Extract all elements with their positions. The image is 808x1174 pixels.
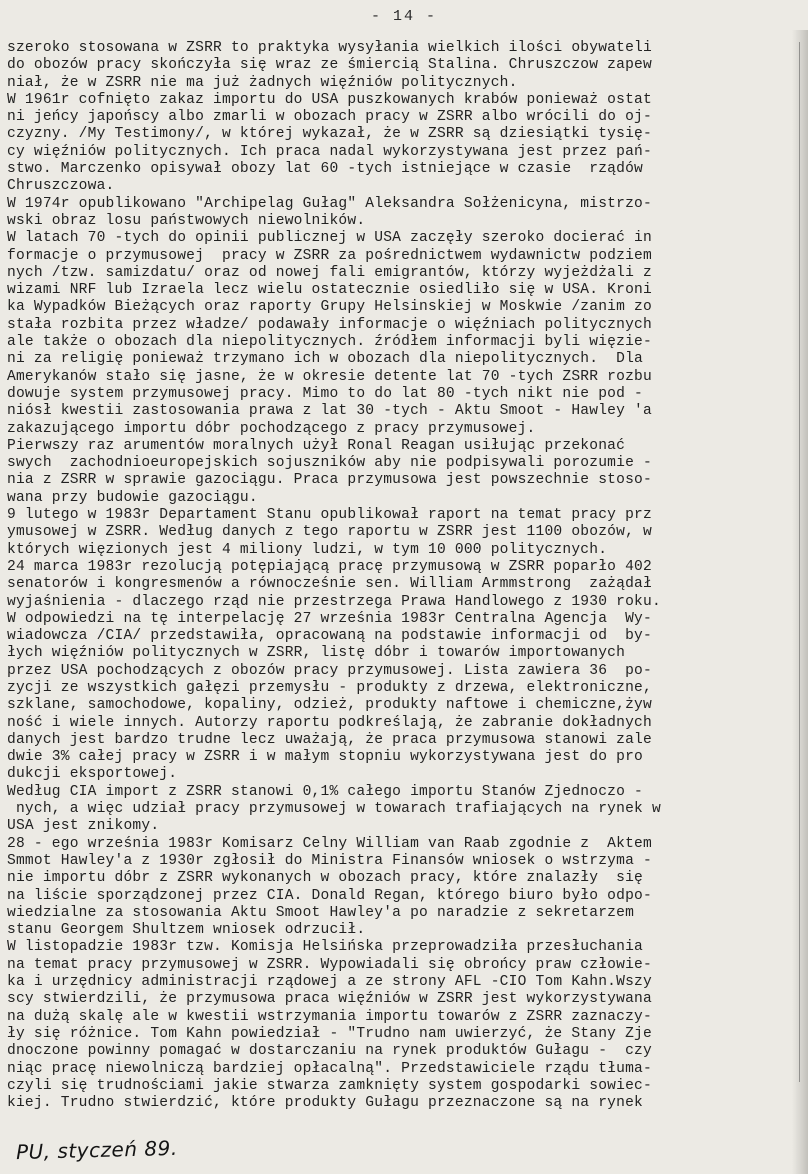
text-line: niósł kwestii zastosowania prawa z lat 30 -tych - Aktu Smoot - Hawley 'a [7,403,652,420]
text-line: zycji ze wszystkich gałęzi przemysłu - produkty z drzewa, elektroniczne, [7,679,652,696]
text-line: dukcji eksportowej. [7,766,178,783]
text-line: wana przy budowie gazociągu. [7,489,258,506]
text-line: wiedzialne za stosowania Aktu Smoot Hawley'a po naradzie z sekretarzem [7,904,635,921]
text-line: Według CIA import z ZSRR stanowi 0,1% całego importu Stanów Zjednoczo - [7,783,643,800]
body-text [7,40,795,1112]
text-line: zakazującego importu dóbr pochodzącego z pracy przymusowej. [7,420,536,437]
text-line: stała rozbita przez władze/ podawały informacje o więźniach politycznych [7,316,652,333]
text-line: 28 - ego września 1983r Komisarz Celny William van Raab zgodnie z Aktem [7,835,652,852]
text-line: wiadowcza /CIA/ przedstawiła, opracowaną na podstawie informacji od by- [7,628,652,645]
text-line: ły się różnice. Tom Kahn powiedział - "Trudno nam uwierzyć, że Stany Zje [7,1025,652,1042]
text-line: szeroko stosowana w ZSRR to praktyka wysyłania wielkich ilości obywateli [7,40,652,56]
text-line: niał, że w ZSRR nie ma już żadnych więźniów politycznych. [7,74,518,91]
text-line: 9 lutego w 1983r Departament Stanu opublikował raport na temat pracy prz [7,507,652,524]
text-line: na temat pracy przymusowej w ZSRR. Wypowiadali się obrońcy praw człowie- [7,956,652,973]
text-line: Smmot Hawley'a z 1930r zgłosił do Ministra Finansów wniosek o wstrzyma - [7,852,652,869]
text-line: ka Wypadków Bieżących oraz raporty Grupy Helsinskiej w Moskwie /zanim zo [7,299,652,316]
text-line: nie importu dóbr z ZSRR wykonanych w obozach pracy, które znalazły się [7,870,643,887]
text-line: wizami NRF lub Izraela lecz wielu ostatecznie osiedliło się w USA. Kroni [7,282,652,299]
text-line: szklane, samochodowe, kopaliny, odzież, produkty naftowe i chemiczne,żyw [7,697,652,714]
page-edge-line [799,42,800,1082]
text-line: wyjaśnienia - dlaczego rząd nie przestrzega Prawa Handlowego z 1930 roku. [7,593,661,610]
text-line: wski obraz losu państwowych niewolników. [7,212,366,229]
text-line: ni jeńcy japońscy albo zmarli w obozach pracy w ZSRR albo wrócili do oj- [7,109,652,126]
text-line: przez USA pochodzących z obozów pracy przymusowej. Lista zawiera 36 po- [7,662,652,679]
text-line: cy więźniów politycznych. Ich praca nadal wykorzystywana jest przez pań- [7,143,652,160]
text-line: ni za religię ponieważ trzymano ich w obozach dla niepolitycznych. Dla [7,351,643,368]
text-line: scy stwierdzili, że przymusowa praca więźniów w ZSRR jest wykorzystywana [7,991,652,1008]
text-line: dwie 3% całej pracy w ZSRR i w małym stopniu wykorzystywana jest do pro [7,749,643,766]
text-line: USA jest znikomy. [7,818,160,835]
text-line: do obozów pracy skończyła się wraz ze śmiercią Stalina. Chruszczow zapew [7,57,652,74]
text-line: czyzny. /My Testimony/, w której wykazał, że w ZSRR są dziesiątki tysię- [7,126,652,143]
text-line: Chruszczowa. [7,178,115,195]
text-line: Pierwszy raz arumentów moralnych użył Ronal Reagan usiłując przekonać [7,437,626,454]
text-line: 24 marca 1983r rezolucją potępiającą pracę przymusową w ZSRR poparło 402 [7,558,652,575]
text-line: ymusowej w ZSRR. Według danych z tego raportu w ZSRR jest 1100 obozów, w [7,524,652,541]
text-line: dowuje system przymusowej pracy. Mimo to do lat 80 -tych nikt nie pod - [7,385,643,402]
text-line: których więzionych jest 4 miliony ludzi, w tym 10 000 politycznych. [7,541,608,558]
text-line: W odpowiedzi na tę interpelację 27 września 1983r Centralna Agencja Wy- [7,610,652,627]
text-line: senatorów i kongresmenów a równocześnie sen. William Armmstrong zażądał [7,576,652,593]
text-line: dnoczone powinny pomagać w dostarczaniu na rynek produktów Gułagu - czy [7,1043,652,1060]
page-number: - 14 - [370,8,437,25]
text-line: nych, a więc udział pracy przymusowej w towarach trafiających na rynek w [7,801,661,818]
handwritten-signature: PU, styczeń 89. [15,1135,178,1165]
text-line: kiej. Trudno stwierdzić, które produkty Gułagu przeznaczone są na rynek [7,1095,643,1112]
text-line: danych jest bardzo trudne lecz uważają, że praca przymusowa stanowi zale [7,731,652,748]
text-line: W latach 70 -tych do opinii publicznej w USA zaczęły szeroko docierać in [7,230,652,247]
text-line: ka i urzędnicy administracji rządowej a ze strony AFL -CIO Tom Kahn.Wszy [7,974,652,991]
text-line: nych /tzw. samizdatu/ oraz od nowej fali emigrantów, którzy wyjeżdżali z [7,264,652,281]
text-line: stanu Georgem Shultzem wniosek odrzucił. [7,922,366,939]
text-line: na liście sporządzonej przez CIA. Donald Regan, którego biuro było odpo- [7,887,652,904]
text-line: czyli się trudnościami jakie stwarza zamknięty system gospodarki sowiec- [7,1077,652,1094]
text-line: swych zachodnioeuropejskich sojuszników aby nie podpisywali porozumie - [7,455,652,472]
text-line: niąc pracę niewolniczą bardziej opłacalną". Przedstawiciele rządu tłuma- [7,1060,652,1077]
text-line: W listopadzie 1983r tzw. Komisja Helsińska przeprowadziła przesłuchania [7,939,643,956]
text-line: na dużą skalę ale w kwestii wstrzymania importu towarów z ZSRR zaznaczy- [7,1008,652,1025]
text-line: łych więźniów politycznych w ZSRR, listę dóbr i towarów importowanych [7,645,626,662]
text-line: formacje o przymusowej pracy w ZSRR za pośrednictwem wydawnictw podziem [7,247,652,264]
text-line: W 1961r cofnięto zakaz importu do USA puszkowanych krabów ponieważ ostat [7,91,652,108]
text-line: W 1974r opublikowano "Archipelag Gułag" Aleksandra Sołżenicyna, mistrzo- [7,195,652,212]
text-line: stwo. Marczenko opisywał obozy lat 60 -tych istniejące w czasie rządów [7,161,643,178]
text-line: ale także o obozach dla niepolitycznych. źródłem informacji byli więzie- [7,334,652,351]
text-line: Amerykanów stało się jasne, że w okresie detente lat 70 -tych ZSRR rozbu [7,368,652,385]
text-line: nia z ZSRR w sprawie gazociągu. Praca przymusowa jest powszechnie stoso- [7,472,652,489]
text-line: ność i wiele innych. Autorzy raportu podkreślają, że zabranie dokładnych [7,714,652,731]
